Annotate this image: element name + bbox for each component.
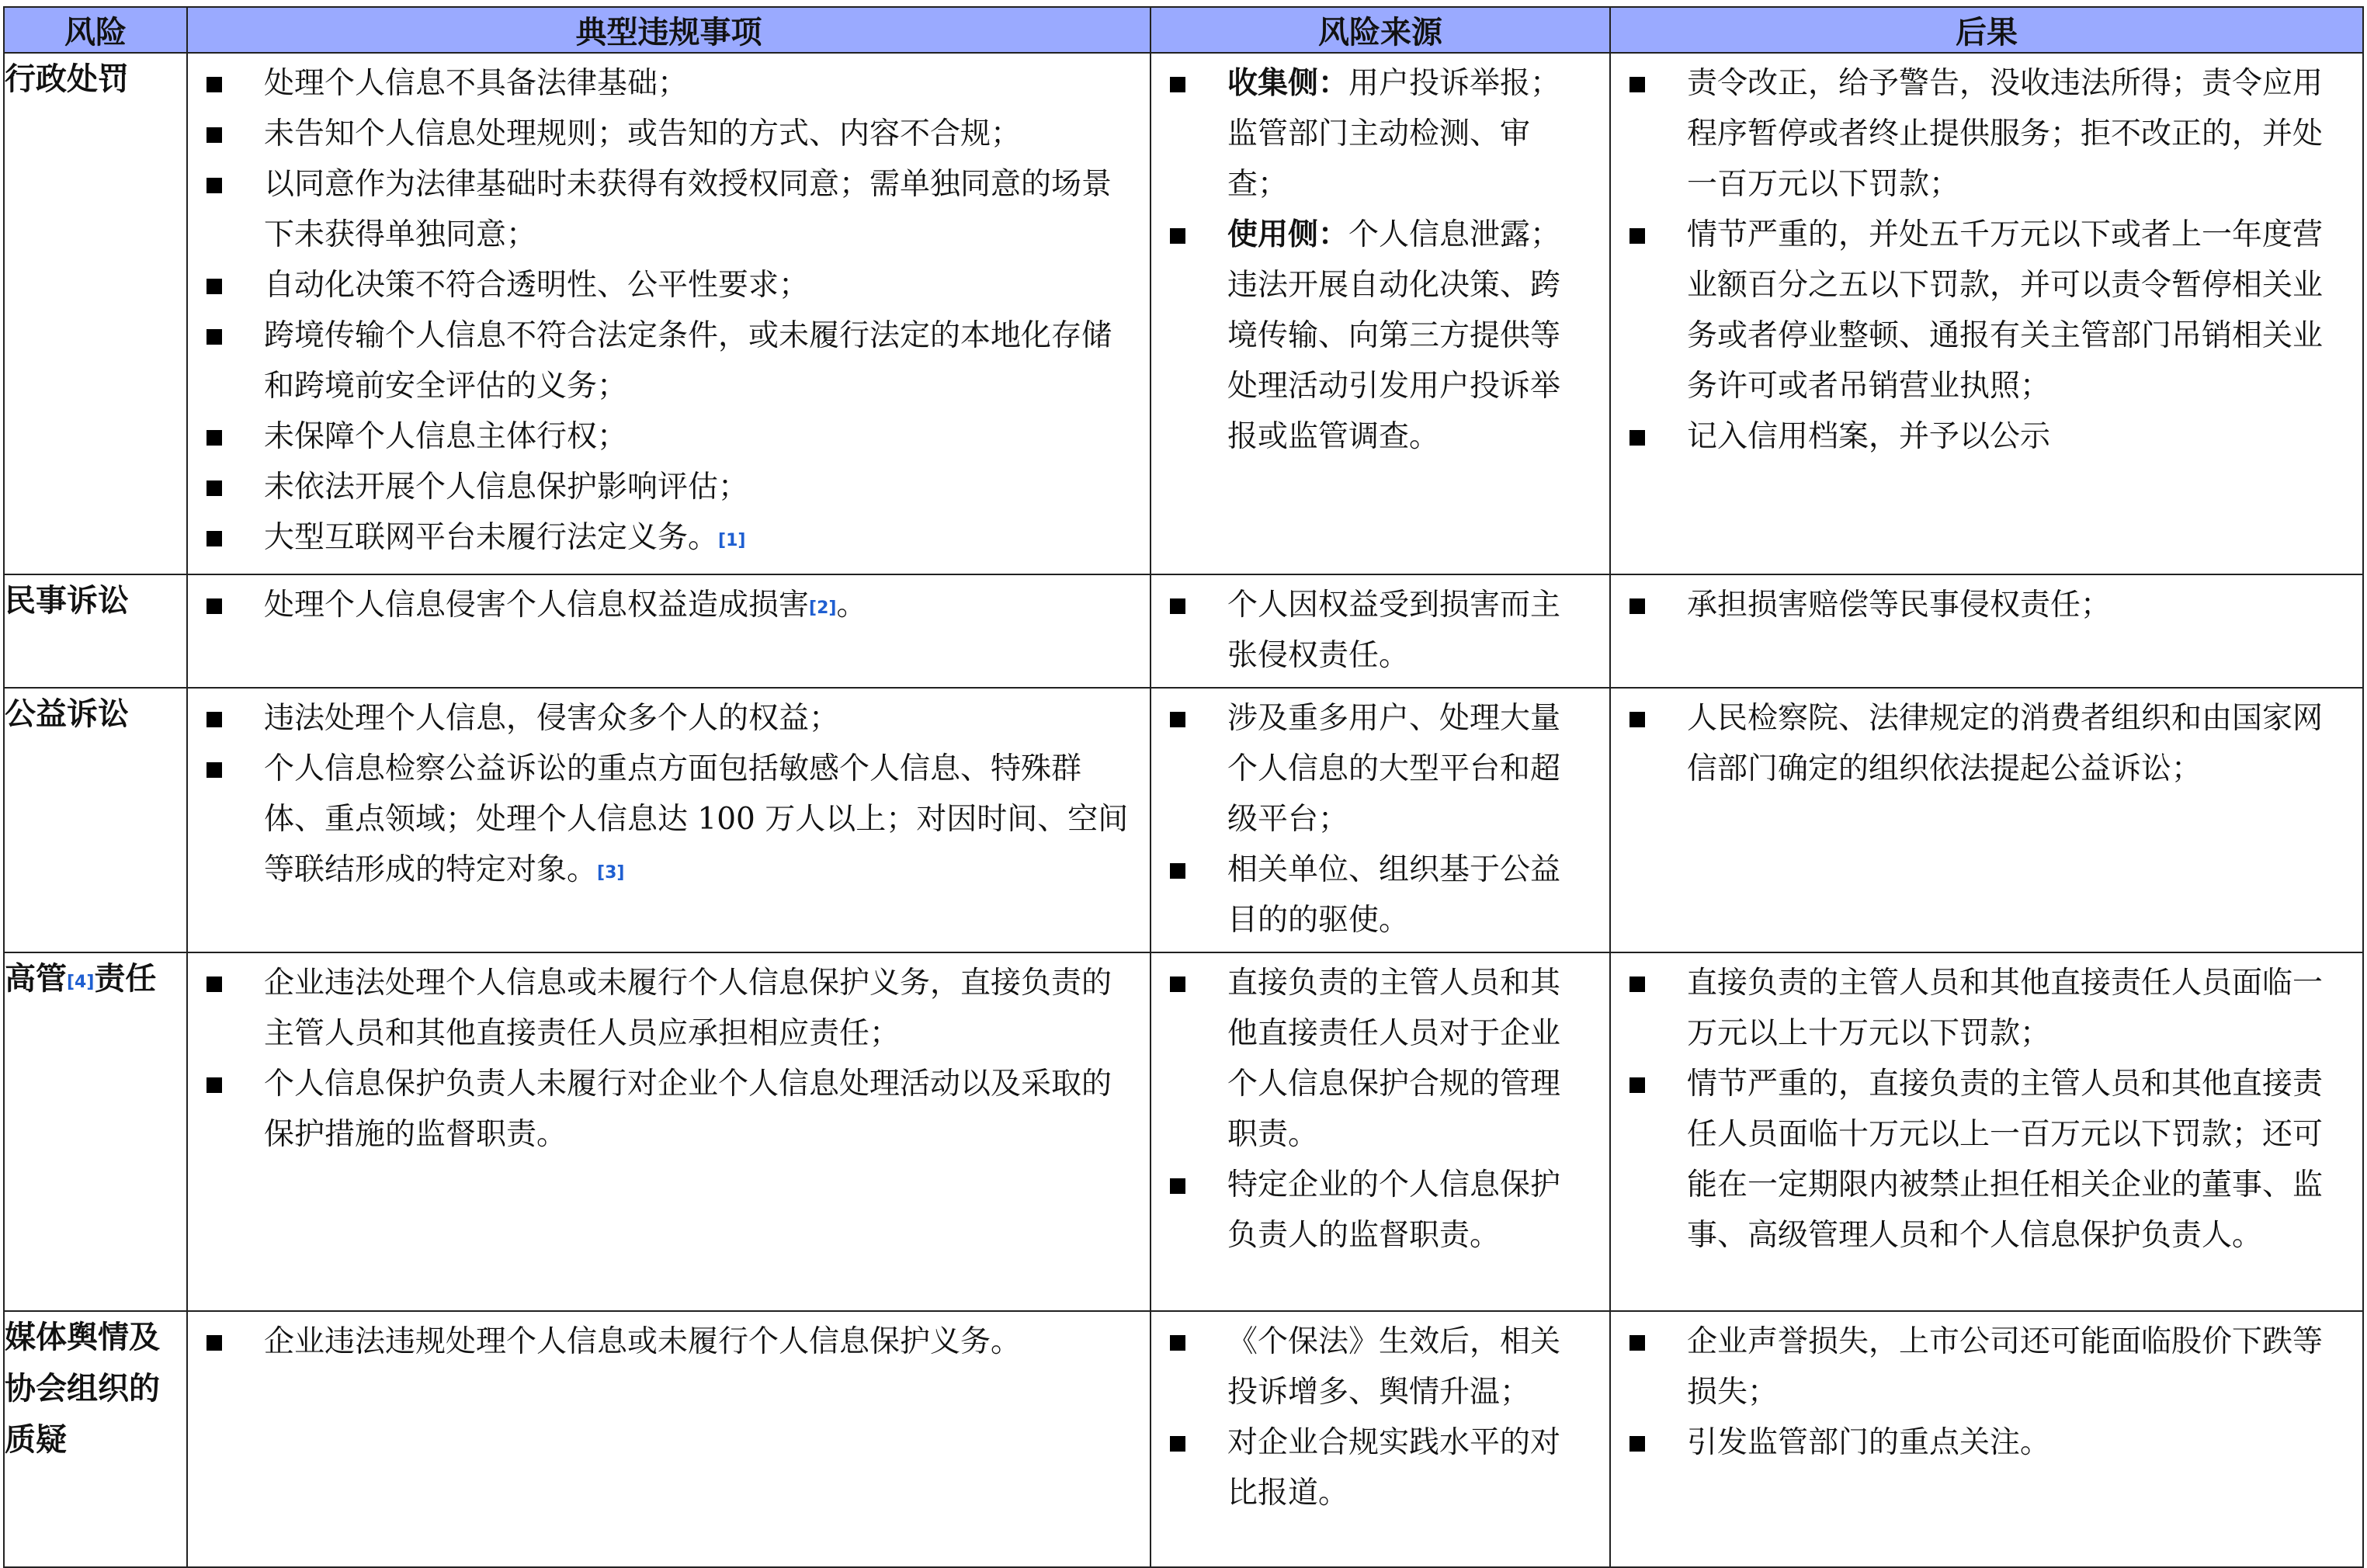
table-row xyxy=(4,53,2363,574)
square-bullet-icon xyxy=(1629,712,1645,727)
square-bullet-icon xyxy=(1629,977,1645,992)
list-item: 跨境传输个人信息不符合法定条件，或未履行法定的本地化存储和跨境前安全评估的义务； xyxy=(199,310,1130,411)
square-bullet-icon xyxy=(207,762,222,778)
list-item: 个人因权益受到损害而主张侵权责任。 xyxy=(1162,580,1589,681)
list-item: 企业违法违规处理个人信息或未履行个人信息保护义务。 xyxy=(199,1316,1130,1367)
header-violations: 典型违规事项 xyxy=(187,7,1151,53)
sources-cell xyxy=(1151,1311,1610,1567)
violations-cell xyxy=(187,952,1151,1311)
list-item: 违法处理个人信息，侵害众多个人的权益； xyxy=(199,693,1130,744)
risk-name: 公益诉讼 xyxy=(5,696,129,732)
list-item: 特定企业的个人信息保护负责人的监督职责。 xyxy=(1162,1160,1589,1261)
list-item: 直接负责的主管人员和其他直接责任人员面临一万元以上十万元以下罚款； xyxy=(1622,958,2342,1059)
risk-name: 行政处罚 xyxy=(5,61,129,97)
risk-cell xyxy=(4,53,187,574)
risk-name: 民事诉讼 xyxy=(5,583,129,619)
footnote-ref-link[interactable]: [1] xyxy=(718,531,746,550)
header-risk: 风险 xyxy=(4,7,187,53)
square-bullet-icon xyxy=(207,712,222,727)
consequences-cell xyxy=(1610,952,2363,1311)
list-item: 企业违法处理个人信息或未履行个人信息保护义务，直接负责的主管人员和其他直接责任人员应承担相应责任； xyxy=(199,958,1130,1059)
square-bullet-icon xyxy=(1170,863,1185,879)
square-bullet-icon xyxy=(207,1077,222,1093)
sources-cell xyxy=(1151,53,1610,574)
square-bullet-icon xyxy=(207,977,222,992)
list-item: 《个保法》生效后，相关投诉增多、舆情升温； xyxy=(1162,1316,1589,1417)
risk-cell xyxy=(4,574,187,688)
risk-name: 媒体舆情及协会组织的质疑 xyxy=(5,1320,160,1458)
list-item: 处理个人信息侵害个人信息权益造成损害[2]。 xyxy=(199,580,1130,635)
table-row xyxy=(4,1311,2363,1567)
square-bullet-icon xyxy=(1629,228,1645,244)
square-bullet-icon xyxy=(1629,598,1645,614)
list-item: 个人信息检察公益诉讼的重点方面包括敏感个人信息、特殊群体、重点领域；处理个人信息达 100 万人以上；对因时间、空间等联结形成的特定对象。[3] xyxy=(199,744,1130,900)
list-item: 自动化决策不符合透明性、公平性要求； xyxy=(199,260,1130,310)
square-bullet-icon xyxy=(207,77,222,92)
risk-name-tail: 责任 xyxy=(94,961,157,997)
square-bullet-icon xyxy=(1170,228,1185,244)
sources-cell xyxy=(1151,574,1610,688)
list-item: 未告知个人信息处理规则；或告知的方式、内容不合规； xyxy=(199,109,1130,159)
violations-cell xyxy=(187,574,1151,688)
square-bullet-icon xyxy=(207,430,222,446)
list-item: 使用侧：个人信息泄露；违法开展自动化决策、跨境传输、向第三方提供等处理活动引发用户投诉举报或监管调查。 xyxy=(1162,210,1589,462)
square-bullet-icon xyxy=(207,279,222,294)
header-consequences: 后果 xyxy=(1610,7,2363,53)
sources-cell xyxy=(1151,688,1610,952)
square-bullet-icon xyxy=(1170,712,1185,727)
table-row xyxy=(4,688,2363,952)
square-bullet-icon xyxy=(1170,1436,1185,1452)
square-bullet-icon xyxy=(1170,1335,1185,1351)
header-row xyxy=(4,7,2363,53)
consequences-cell xyxy=(1610,53,2363,574)
list-item: 记入信用档案，并予以公示 xyxy=(1622,411,2342,462)
risk-cell xyxy=(4,1311,187,1567)
list-item: 企业声誉损失，上市公司还可能面临股价下跌等损失； xyxy=(1622,1316,2342,1417)
table-row xyxy=(4,574,2363,688)
list-item: 直接负责的主管人员和其他直接责任人员对于企业个人信息保护合规的管理职责。 xyxy=(1162,958,1589,1160)
square-bullet-icon xyxy=(1170,977,1185,992)
square-bullet-icon xyxy=(1629,1335,1645,1351)
square-bullet-icon xyxy=(1629,430,1645,446)
list-item: 人民检察院、法律规定的消费者组织和由国家网信部门确定的组织依法提起公益诉讼； xyxy=(1622,693,2342,794)
risk-cell xyxy=(4,688,187,952)
list-item: 承担损害赔偿等民事侵权责任； xyxy=(1622,580,2342,630)
violations-cell xyxy=(187,1311,1151,1567)
footnote-ref-link[interactable]: [3] xyxy=(597,863,625,883)
square-bullet-icon xyxy=(207,329,222,345)
header-sources: 风险来源 xyxy=(1151,7,1610,53)
consequences-cell xyxy=(1610,688,2363,952)
list-item: 涉及重多用户、处理大量个人信息的大型平台和超级平台； xyxy=(1162,693,1589,845)
list-item: 引发监管部门的重点关注。 xyxy=(1622,1417,2342,1468)
risk-cell xyxy=(4,952,187,1311)
sources-cell xyxy=(1151,952,1610,1311)
square-bullet-icon xyxy=(207,127,222,143)
list-item: 情节严重的，直接负责的主管人员和其他直接责任人员面临十万元以上一百万元以下罚款；还可能在一定期限内被禁止担任相关企业的董事、监事、高级管理人员和个人信息保护负责人。 xyxy=(1622,1059,2342,1261)
list-item: 情节严重的，并处五千万元以下或者上一年度营业额百分之五以下罚款，并可以责令暂停相关业务或者停业整顿、通报有关主管部门吊销相关业务许可或者吊销营业执照； xyxy=(1622,210,2342,411)
list-item: 处理个人信息不具备法律基础； xyxy=(199,58,1130,109)
square-bullet-icon xyxy=(1629,77,1645,92)
square-bullet-icon xyxy=(1170,598,1185,614)
square-bullet-icon xyxy=(1629,1077,1645,1093)
square-bullet-icon xyxy=(207,598,222,614)
footnote-ref-link[interactable]: [2] xyxy=(809,598,837,618)
square-bullet-icon xyxy=(1170,77,1185,92)
list-item: 收集侧：用户投诉举报；监管部门主动检测、审查； xyxy=(1162,58,1589,210)
square-bullet-icon xyxy=(207,1335,222,1351)
list-item: 未依法开展个人信息保护影响评估； xyxy=(199,462,1130,512)
risk-name: 高管 xyxy=(5,961,67,997)
list-item: 未保障个人信息主体行权； xyxy=(199,411,1130,462)
list-item: 以同意作为法律基础时未获得有效授权同意；需单独同意的场景下未获得单独同意； xyxy=(199,159,1130,260)
table-row xyxy=(4,952,2363,1311)
square-bullet-icon xyxy=(207,531,222,546)
square-bullet-icon xyxy=(1629,1436,1645,1452)
square-bullet-icon xyxy=(207,178,222,193)
footnote-ref-link[interactable]: [4] xyxy=(67,973,95,992)
list-item: 对企业合规实践水平的对比报道。 xyxy=(1162,1417,1589,1518)
violations-cell xyxy=(187,53,1151,574)
list-item: 责令改正，给予警告，没收违法所得；责令应用程序暂停或者终止提供服务；拒不改正的，并处一百万元以下罚款； xyxy=(1622,58,2342,210)
consequences-cell xyxy=(1610,574,2363,688)
list-item: 个人信息保护负责人未履行对企业个人信息处理活动以及采取的保护措施的监督职责。 xyxy=(199,1059,1130,1160)
square-bullet-icon xyxy=(207,480,222,496)
consequences-cell xyxy=(1610,1311,2363,1567)
list-item: 大型互联网平台未履行法定义务。[1] xyxy=(199,512,1130,567)
violations-cell xyxy=(187,688,1151,952)
list-item: 相关单位、组织基于公益目的的驱使。 xyxy=(1162,845,1589,945)
square-bullet-icon xyxy=(1170,1178,1185,1194)
risk-table xyxy=(3,6,2364,1568)
